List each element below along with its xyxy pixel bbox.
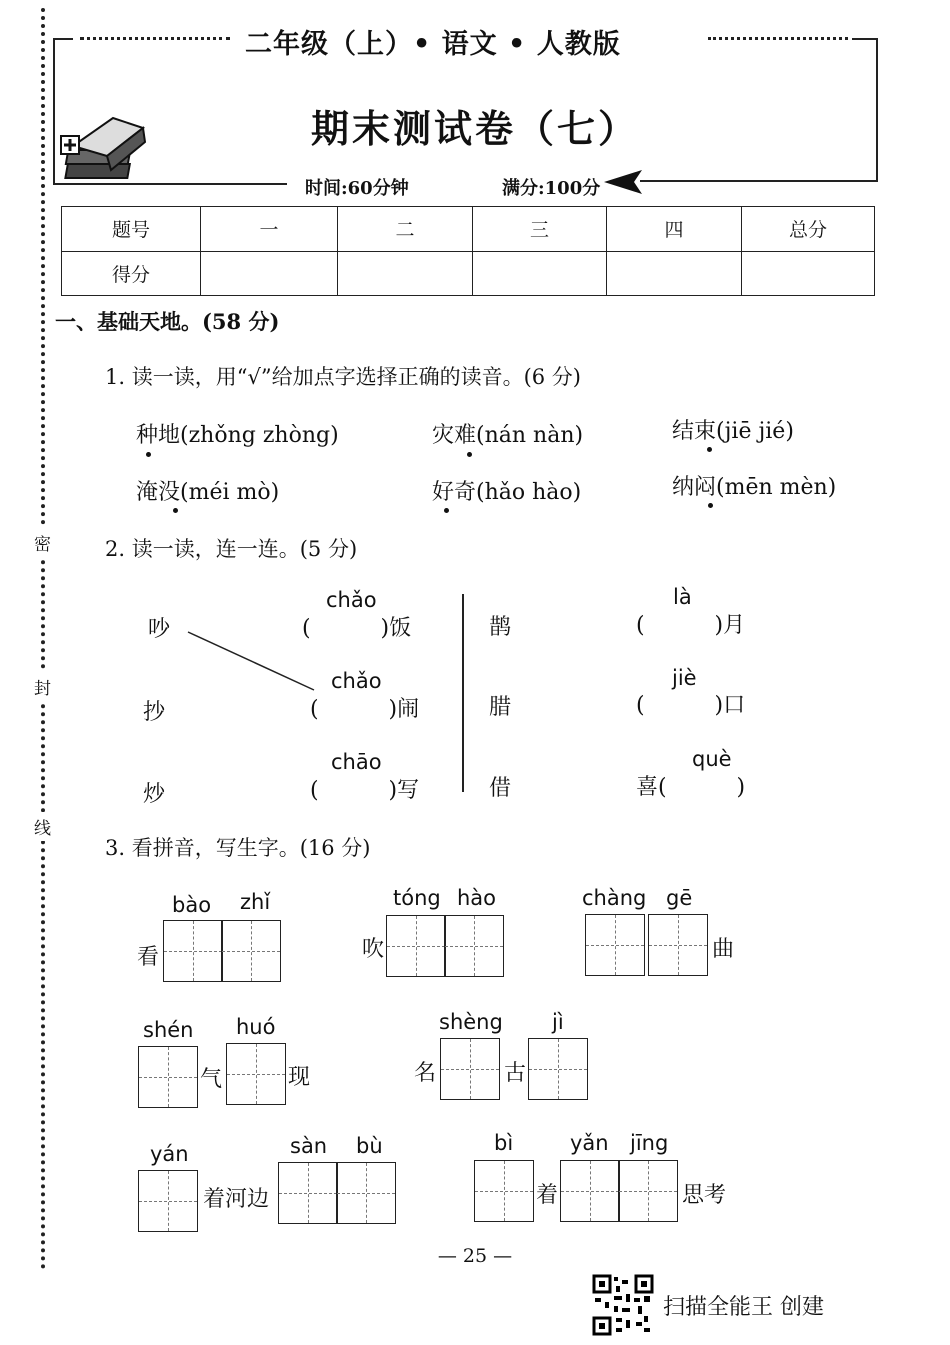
match-pinyin: què (692, 747, 732, 771)
score-input-cell[interactable] (473, 251, 607, 296)
q1-item[interactable]: 好奇(hǎo hào) (432, 480, 582, 505)
write-context-char: 古 (504, 1061, 527, 1086)
match-line (186, 628, 318, 694)
score-cell: 四 (607, 207, 742, 252)
match-word[interactable]: ( )口 (636, 693, 746, 718)
write-pinyin: gē (666, 886, 693, 910)
writing-grid[interactable] (440, 1038, 498, 1100)
match-word[interactable]: ( )饭 (302, 616, 412, 641)
match-right-char[interactable]: 鹊 (489, 615, 512, 640)
section-title: 一、基础天地。(58 分) (55, 309, 280, 334)
score-cell: 题号 (62, 207, 201, 252)
write-context-char: 曲 (712, 937, 735, 962)
qr-code-icon (592, 1274, 654, 1336)
match-word[interactable]: 喜( ) (636, 775, 746, 800)
score-cell: 一 (201, 207, 338, 252)
emphasis-dot (173, 508, 178, 513)
q1-item[interactable]: 淹没(méi mò) (136, 480, 280, 505)
scanner-watermark: 扫描全能王 创建 (663, 1295, 824, 1320)
score-input-cell[interactable] (742, 251, 875, 296)
match-left-char[interactable]: 抄 (143, 700, 166, 725)
arrow-left-icon (604, 168, 644, 196)
match-word[interactable]: ( )闹 (310, 697, 420, 722)
binding-char-feng: 封 (34, 672, 51, 701)
match-left-char[interactable]: 炒 (143, 782, 166, 807)
writing-grid[interactable] (560, 1160, 677, 1222)
match-pinyin: jiè (672, 666, 697, 690)
header-frame-top-right (852, 38, 878, 40)
page-title: 期末测试卷（七） (310, 106, 639, 151)
write-context-char: 气 (200, 1067, 223, 1092)
writing-grid[interactable] (585, 914, 711, 976)
score-table-score-row (62, 251, 875, 296)
match-right-char[interactable]: 借 (489, 776, 512, 801)
match-word[interactable]: ( )写 (310, 778, 420, 803)
write-pinyin: hào (457, 886, 497, 910)
score-table-header-row (62, 207, 875, 252)
header-dots-left (80, 37, 230, 40)
write-context-char: 着河边 (203, 1187, 270, 1212)
exam-time: 时间:60分钟 (305, 178, 409, 199)
match-pinyin: chǎo (331, 669, 382, 693)
writing-grid[interactable] (528, 1038, 586, 1100)
write-pinyin: sàn (290, 1134, 328, 1158)
write-pinyin: jīng (630, 1131, 669, 1155)
emphasis-dot (467, 452, 472, 457)
writing-grid[interactable] (138, 1046, 196, 1108)
binding-char-mi: 密 (34, 528, 51, 557)
match-divider (462, 594, 464, 792)
write-pinyin: shèng (439, 1010, 503, 1034)
writing-grid[interactable] (138, 1170, 196, 1232)
question-2-title: 2. 读一读，连一连。(5 分) (105, 537, 358, 561)
q1-item[interactable]: 种地(zhǒng zhòng) (136, 423, 339, 448)
write-context-char: 看 (137, 945, 160, 970)
match-pinyin: là (673, 585, 692, 609)
write-pinyin: bù (356, 1134, 383, 1158)
match-pinyin: chāo (331, 750, 382, 774)
write-pinyin: yǎn (570, 1131, 609, 1155)
score-cell: 三 (473, 207, 607, 252)
write-pinyin: shén (143, 1018, 194, 1042)
match-right-char[interactable]: 腊 (489, 695, 512, 720)
binding-dotted-line (41, 8, 45, 1270)
write-context-char: 着 (536, 1183, 559, 1208)
page-number: — 25 — (437, 1245, 513, 1267)
score-input-cell[interactable] (607, 251, 742, 296)
emphasis-dot (708, 503, 713, 508)
header-frame-top-left (53, 38, 73, 40)
score-cell: 总分 (742, 207, 875, 252)
full-score: 满分:100分 (502, 178, 601, 199)
write-pinyin: bì (494, 1131, 514, 1155)
write-pinyin: huó (236, 1015, 276, 1039)
writing-grid[interactable] (278, 1162, 395, 1224)
write-context-char: 吹 (362, 937, 385, 962)
write-pinyin: jì (552, 1010, 564, 1034)
write-pinyin: tóng (393, 886, 441, 910)
header-dots-right (708, 37, 848, 40)
emphasis-dot (444, 508, 449, 513)
score-input-cell[interactable] (338, 251, 473, 296)
grade-subject-line: 二年级（上）• 语文 • 人教版 (245, 29, 621, 60)
q1-item[interactable]: 灾难(nán nàn) (432, 423, 584, 448)
header-frame-bottom-right (640, 180, 878, 182)
q1-item[interactable]: 纳闷(mēn mèn) (672, 475, 837, 500)
question-3-title: 3. 看拼音，写生字。(16 分) (105, 836, 371, 860)
write-pinyin: zhǐ (240, 890, 271, 914)
score-table (61, 206, 875, 296)
write-context-char: 思考 (682, 1183, 727, 1208)
binding-char-xian: 线 (34, 812, 51, 841)
write-pinyin: chàng (582, 886, 647, 910)
match-left-char[interactable]: 吵 (148, 617, 171, 642)
score-cell: 二 (338, 207, 473, 252)
writing-grid[interactable] (163, 920, 280, 982)
writing-grid[interactable] (474, 1160, 532, 1222)
write-context-char: 名 (414, 1061, 437, 1086)
emphasis-dot (146, 452, 151, 457)
write-pinyin: bào (172, 893, 212, 917)
emphasis-dot (707, 447, 712, 452)
write-context-char: 现 (288, 1065, 311, 1090)
match-word[interactable]: ( )月 (636, 613, 746, 638)
score-input-cell[interactable] (201, 251, 338, 296)
question-1-title: 1. 读一读，用“√”给加点字选择正确的读音。(6 分) (105, 365, 581, 389)
write-pinyin: yán (150, 1142, 189, 1166)
score-cell: 得分 (62, 251, 201, 296)
match-pinyin: chǎo (326, 588, 377, 612)
q1-item[interactable]: 结束(jiē jié) (672, 419, 794, 444)
writing-grid[interactable] (386, 915, 503, 977)
writing-grid[interactable] (226, 1043, 284, 1105)
